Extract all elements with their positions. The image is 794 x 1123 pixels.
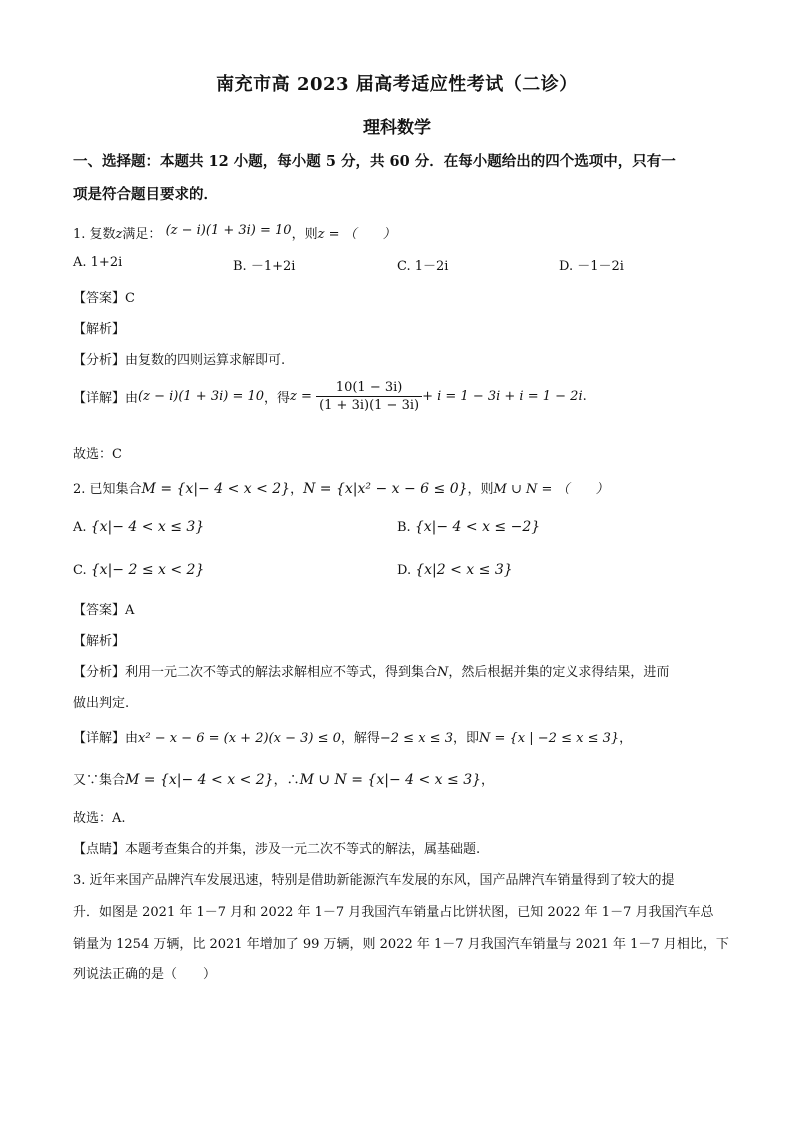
q2-detail-n: N = {x | −2 ≤ x ≤ 3}	[479, 731, 620, 746]
q2-analysis-label: 【解析】	[73, 634, 126, 649]
q2-detail-mid: ，解得	[340, 731, 380, 746]
exam-title: 南充市高 2023 届高考适应性考试（二诊）	[216, 74, 578, 95]
section-heading-line1: 一、选择题：本题共 12 小题，每小题 5 分，共 60 分．在每小题给出的四个选项中，只有一	[73, 153, 676, 170]
q1-ask: z = （ ）	[317, 227, 396, 242]
q2-stem	[73, 478, 609, 497]
q1-detail-label: 【详解】由	[73, 391, 139, 406]
q2-fenxi-n: N	[437, 665, 449, 680]
q1-detail-z: z =	[290, 389, 312, 404]
q2-option-b	[397, 519, 540, 535]
q2-fenxi-a: 【分析】利用一元二次不等式的解法求解相应不等式，得到集合	[73, 665, 438, 680]
q2-prefix: 2. 已知集合	[73, 482, 142, 497]
q2-also-union: M ∪ N = {x|− 4 < x ≤ 3}	[299, 772, 482, 788]
q2-set-m: M = {x|− 4 < x < 2}	[141, 481, 291, 497]
q1-equation: (z − i)(1 + 3i) = 10	[165, 223, 292, 238]
q2-dianjing: 【点睛】本题考查集合的并集，涉及一元二次不等式的解法，属基础题.	[73, 842, 481, 857]
q2-option-a-value: {x|− 4 < x ≤ 3}	[90, 519, 205, 535]
q1-fraction-denominator: (1 + 3i)(1 − 3i)	[319, 398, 420, 413]
q2-fenxi-line1	[73, 661, 669, 680]
q2-ask-prefix: ，则	[467, 482, 494, 497]
q2-detail-range: −2 ≤ x ≤ 3	[379, 731, 453, 746]
q1-suffix: ，则	[291, 227, 318, 242]
exam-subject: 理科数学	[363, 118, 431, 138]
q1-option-a: A. 1+2i	[73, 255, 123, 270]
q2-detail-label: 【详解】由	[73, 731, 139, 746]
q1-detail-tail: + i = 1 − 3i + i = 1 − 2i	[422, 389, 583, 404]
q1-option-b: B. －1+2i	[233, 259, 296, 274]
q3-line2: 升．如图是 2021 年 1－7 月和 2022 年 1－7 月我国汽车销量占比饼状图，已知 2022 年 1－7 月我国汽车总	[73, 905, 714, 920]
q3-line1: 3. 近年来国产品牌汽车发展迅速，特别是借助新能源汽车发展的东风，国产品牌汽车销量得到了较大的提	[73, 873, 675, 888]
q1-detail-eq1: (z − i)(1 + 3i) = 10	[138, 389, 265, 404]
q1-prefix: 1. 复数	[73, 227, 116, 242]
q2-option-c	[73, 562, 204, 578]
q1-answer: 【答案】C	[73, 291, 135, 306]
q3-line3: 销量为 1254 万辆，比 2021 年增加了 99 万辆，则 2022 年 1－7 月我国汽车销量与 2021 年 1－7 月相比，下	[73, 937, 729, 952]
q2-option-d-value: {x|2 < x ≤ 3}	[415, 562, 513, 578]
q2-answer: 【答案】A	[73, 603, 135, 618]
q2-also-end: ，	[481, 773, 495, 788]
q2-option-d	[397, 562, 513, 578]
q2-comma: ，	[290, 482, 304, 497]
q2-ask: M ∪ N = （ ）	[493, 482, 609, 497]
q2-option-a	[73, 519, 204, 535]
q1-option-d: D. －1－2i	[559, 259, 624, 274]
q2-also-mid: ，∴	[273, 773, 300, 788]
q1-detail-end: .	[582, 389, 587, 404]
q1-detail-mid: ，得	[264, 391, 291, 406]
q1-fraction-numerator: 10(1 − 3i)	[316, 380, 422, 397]
q2-also	[73, 769, 494, 788]
q1-fraction	[316, 380, 422, 413]
q2-option-d-label: D.	[397, 563, 412, 578]
q1-analysis-label: 【解析】	[73, 322, 126, 337]
q2-option-c-label: C.	[73, 563, 87, 578]
q1-stem	[73, 223, 396, 242]
q2-detail	[73, 727, 632, 746]
q2-set-n: N = {x|x² − x − 6 ≤ 0}	[303, 481, 468, 497]
q2-option-b-label: B.	[397, 520, 411, 535]
q2-option-b-value: {x|− 4 < x ≤ −2}	[414, 519, 541, 535]
q2-detail-ji: ，即	[452, 731, 479, 746]
q2-detail-eq: x² − x − 6 = (x + 2)(x − 3) ≤ 0	[138, 731, 341, 746]
section-heading-line2: 项是符合题目要求的．	[73, 186, 218, 203]
q1-choose: 故选：C	[73, 447, 122, 462]
q1-fenxi: 【分析】由复数的四则运算求解即可.	[73, 353, 286, 368]
q2-fenxi-b: ，然后根据并集的定义求得结果，进而	[448, 665, 670, 680]
q2-also-m: M = {x|− 4 < x < 2}	[125, 772, 274, 788]
q3-line4: 列说法正确的是（ ）	[73, 967, 217, 982]
q2-option-a-label: A.	[73, 520, 87, 535]
q2-also-prefix: 又∵集合	[73, 773, 126, 788]
q2-option-c-value: {x|− 2 ≤ x < 2}	[90, 562, 205, 578]
q2-choose: 故选：A.	[73, 811, 126, 826]
q1-mid: 满足：	[122, 227, 162, 242]
q1-detail	[73, 380, 587, 413]
q2-detail-end: ，	[619, 731, 633, 746]
q1-option-c: C. 1－2i	[397, 259, 449, 274]
q1-var-z: z	[115, 227, 123, 242]
q2-fenxi-line2: 做出判定.	[73, 696, 130, 711]
